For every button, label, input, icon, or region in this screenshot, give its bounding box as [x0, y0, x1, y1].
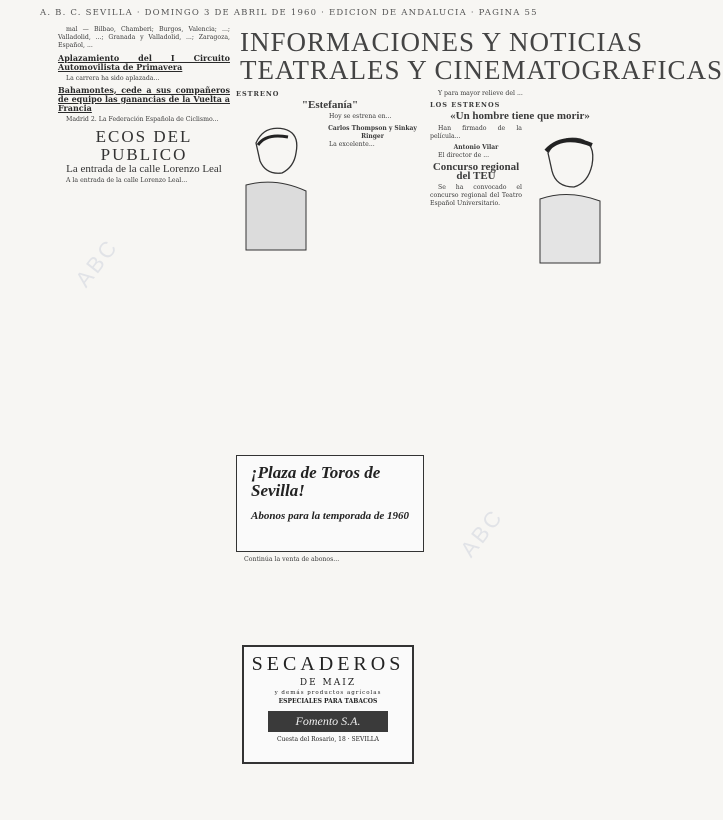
- section-text: La carrera ha sido aplazada...: [66, 74, 160, 82]
- right-column: [430, 90, 610, 810]
- secaderos-title: SECADEROS: [251, 653, 405, 675]
- ecos-subtitle: La entrada de la calle Lorenzo Leal: [66, 163, 222, 176]
- caricature-illustration: [236, 115, 316, 250]
- right-heading: «Un hombre tiene que morir»: [450, 110, 590, 123]
- watermark: ABC: [70, 233, 124, 292]
- right-text: Han firmado de la película...: [430, 124, 522, 140]
- concurso-text: Se ha convocado el concurso regional del Teatro Español Universitario.: [430, 183, 522, 208]
- masthead-line-1: INFORMACIONES Y NOTICIAS: [240, 27, 644, 57]
- secaderos-special: ESPECIALES PARA TABACOS: [278, 698, 378, 705]
- secaderos-small: y demás productos agrícolas: [274, 690, 382, 696]
- mid-text: Hoy se estrena en...: [329, 113, 392, 121]
- plaza-ad-line-2: Abonos para la temporada de 1960: [251, 510, 409, 522]
- running-head: A. B. C. SEVILLA · DOMINGO 3 DE ABRIL DE 1960 · EDICION DE ANDALUCIA · PAGINA 55: [40, 8, 538, 18]
- estreno-tag: ESTRENO: [236, 90, 280, 98]
- caricature-illustration: [526, 127, 610, 263]
- concurso-title: Concurso regional del TEU: [432, 161, 520, 182]
- right-intro: Y para mayor relieve del ...: [438, 90, 523, 97]
- caricature-caption: Antonio Vilar: [453, 144, 499, 152]
- caricature-caption: Carlos Thompson y Sinkay Ringer: [328, 124, 417, 140]
- ecos-title: ECOS DEL PUBLICO: [95, 127, 193, 165]
- secaderos-brand: Fomento S.A.: [268, 711, 388, 732]
- secaderos-address: Cuesta del Rosario, 18 · SEVILLA: [276, 736, 380, 743]
- secaderos-subtitle: DE MAIZ: [299, 678, 357, 688]
- film-title: "Estefanía": [301, 99, 359, 112]
- right-more: El director de ...: [438, 152, 490, 160]
- left-intro: mal — Bilbao, Chamberi; Burgos, Valencia; ...; Valladolid, ...; Granada y Valladolid, ...; Zaragoza, Español, ...: [58, 26, 230, 50]
- watermark: ABC: [455, 503, 509, 562]
- plaza-toros-ad: [236, 455, 424, 552]
- section-text: Madrid 2. La Federación Española de Ciclismo...: [66, 115, 219, 123]
- masthead-line-2: TEATRALES Y CINEMATOGRAFICAS: [240, 55, 723, 85]
- mid-after: La excelente...: [329, 141, 375, 149]
- after-ad-text: Continúa la venta de abonos...: [244, 556, 340, 563]
- section-masthead: [240, 27, 723, 85]
- estrenos-tag: LOS ESTRENOS: [430, 101, 501, 110]
- section-heading: Aplazamiento del I Circuito Automovilista de Primavera: [58, 52, 230, 72]
- ecos-text: A la entrada de la calle Lorenzo Leal...: [66, 177, 188, 185]
- left-column: [58, 26, 230, 811]
- section-heading: Bahamontes, cede a sus compañeros de equipo las ganancias de la Vuelta a Francia: [58, 84, 230, 113]
- mid-after-ad: [236, 556, 424, 640]
- secaderos-ad: [242, 645, 414, 764]
- plaza-ad-line-1: ¡Plaza de Toros de Sevilla!: [251, 463, 381, 500]
